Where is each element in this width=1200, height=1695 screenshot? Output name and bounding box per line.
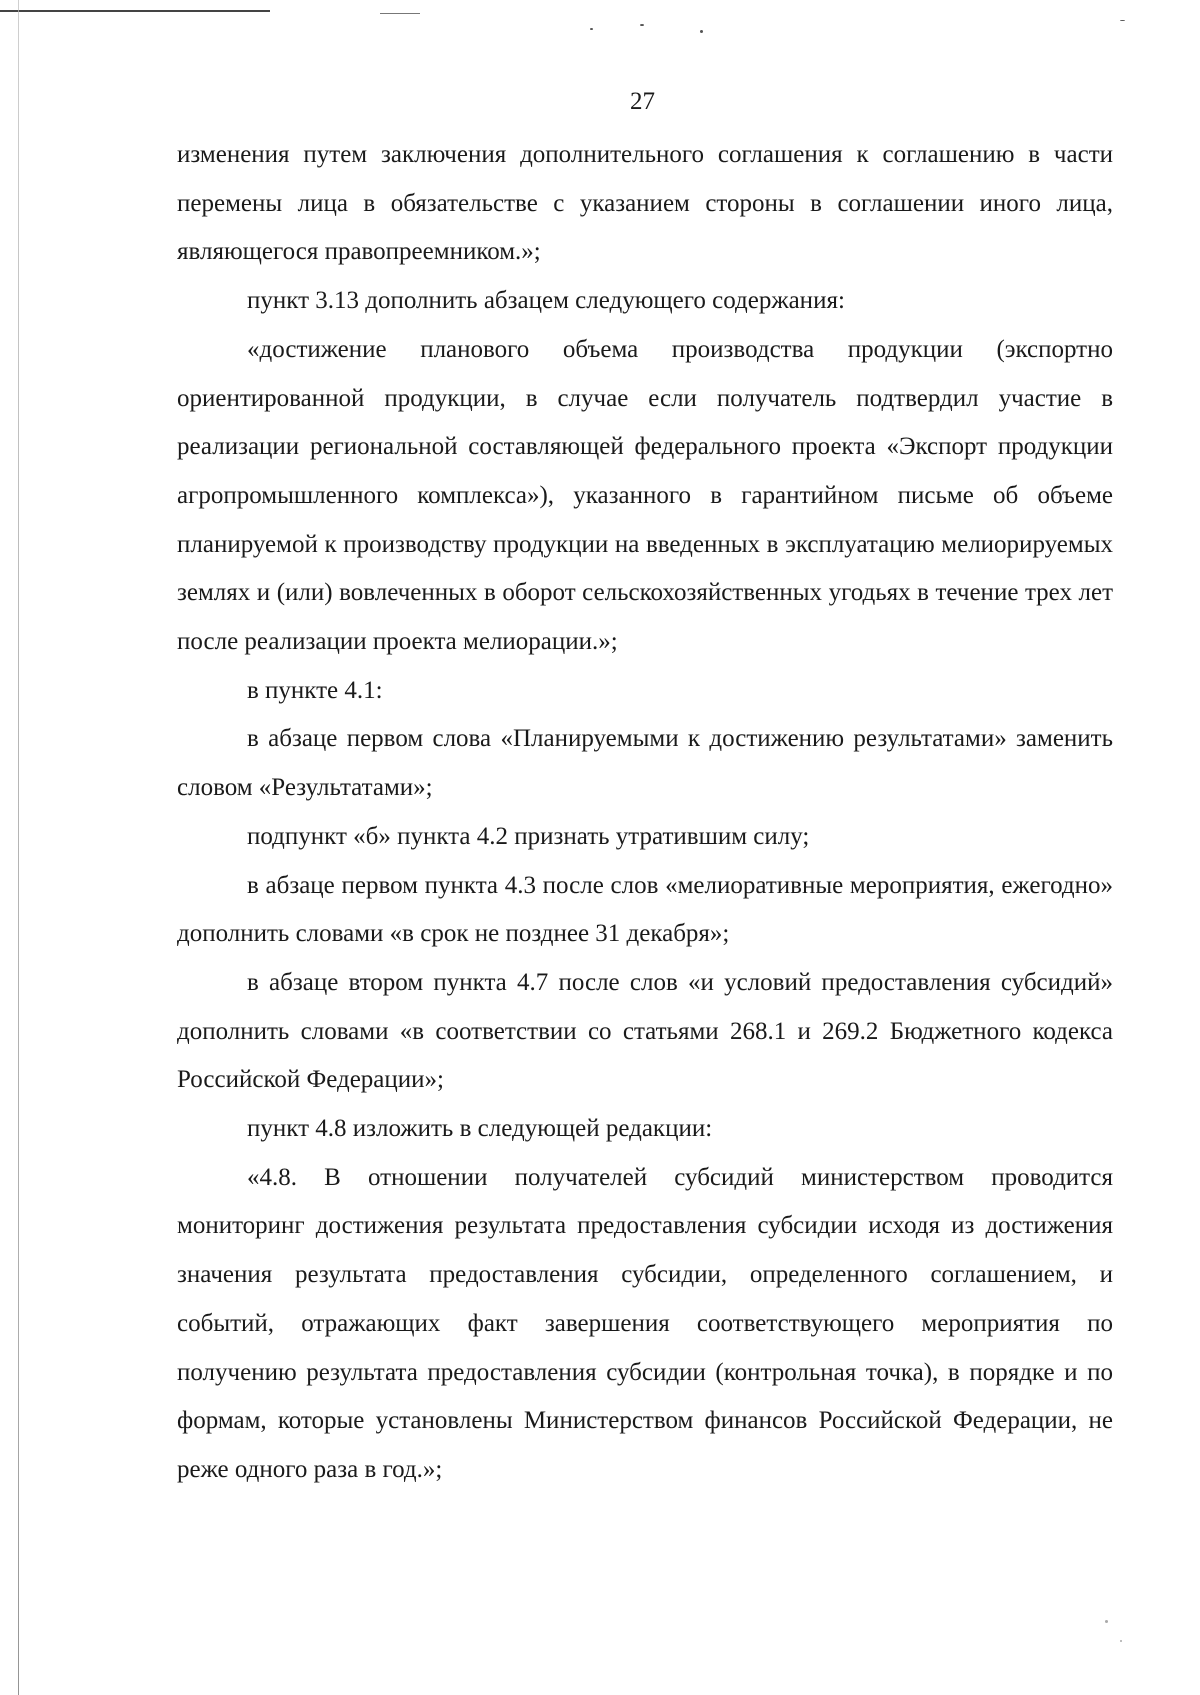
scan-speckle (590, 28, 593, 30)
paragraph: в пункте 4.1: (247, 676, 383, 704)
scan-speckle (1120, 20, 1125, 21)
paragraph: пункт 4.8 изложить в следующей редакции: (247, 1115, 713, 1143)
paragraph: пункт 3.13 дополнить абзацем следующего содержания: (247, 287, 845, 315)
scan-artifact-line (380, 13, 420, 14)
paragraph: подпункт «б» пункта 4.2 признать утратившим силу; (247, 822, 810, 850)
paragraph: «достижение планового объема производства продукции (экспортно ориентированной продукции, в случае если получатель подтвердил участие в реализации региональной составляющей федерального проекта «Экспорт продукции агропромышленного комплекса»), указанного в гарантийном письме об объеме планируемой к производству продукции на введенных в эксплуатацию мелиорируемых землях и (или) вовлеченных в оборот сельскохозяйственных угодьях в течение трех лет после реализации проекта мелиорации.»; (177, 335, 1113, 656)
page-number: 27 (630, 88, 655, 115)
scan-speckle (700, 30, 703, 33)
scan-speckle (1105, 1620, 1108, 1623)
scan-speckle (1120, 1640, 1122, 1642)
paragraph: в абзаце первом пункта 4.3 после слов «мелиоративные мероприятия, ежегодно» дополнить словами «в срок не позднее 31 декабря»; (177, 871, 1113, 948)
scan-artifact-line (0, 10, 270, 12)
paragraph: в абзаце первом слова «Планируемыми к достижению результатами» заменить словом «Результатами»; (177, 725, 1113, 802)
scan-artifact-edge (18, 0, 19, 1695)
scan-speckle (640, 24, 644, 26)
paragraph: в абзаце втором пункта 4.7 после слов «и условий предоставления субсидий» дополнить словами «в соответствии со статьями 268.1 и 269.2 Бюджетного кодекса Российской Федерации»; (177, 968, 1113, 1094)
paragraph: изменения путем заключения дополнительного соглашения к соглашению в части перемены лица в обязательстве с указанием стороны в соглашении иного лица, являющегося правопреемником.»; (177, 141, 1113, 266)
paragraph: «4.8. В отношении получателей субсидий министерством проводится мониторинг достижения результата предоставления субсидии исходя из достижения значения результата предоставления субсидии, определенного соглашением, и событий, отражающих факт завершения соответствующего мероприятия по получению результата предоставления субсидии (контрольная точка), в порядке и по формам, которые установлены Министерством финансов Российской Федерации, не реже одного раза в год.»; (177, 1163, 1113, 1483)
document-body (177, 131, 1113, 1495)
